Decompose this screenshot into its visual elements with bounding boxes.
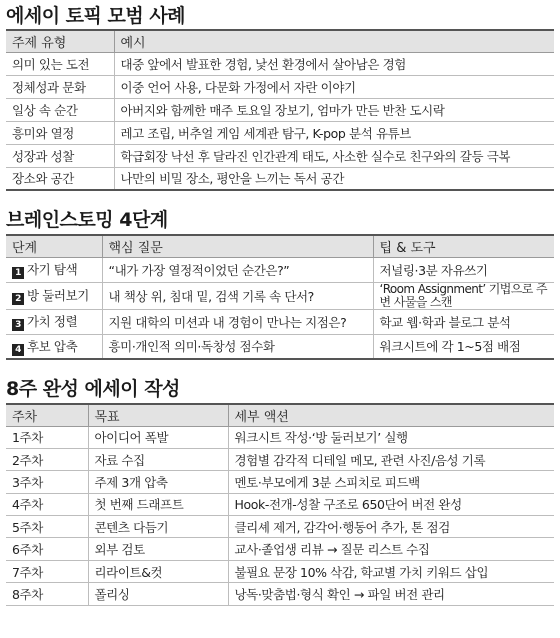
- table-row: [6, 426, 554, 448]
- table-header-row: [6, 404, 554, 426]
- step-number-badge: 2: [12, 293, 24, 305]
- table-row: [6, 52, 554, 75]
- schedule-table: [6, 403, 554, 606]
- week-cell: 3주차: [6, 471, 88, 493]
- step-number-badge: 4: [12, 344, 24, 356]
- topic-type-cell: 일상 속 순간: [6, 98, 114, 121]
- column-header: 핵심 질문: [102, 235, 373, 257]
- week-cell: 8주차: [6, 583, 88, 605]
- goal-cell: 첫 번째 드래프트: [88, 493, 228, 515]
- week-cell: 7주차: [6, 560, 88, 582]
- action-cell: 불필요 문장 10% 삭감, 학교별 가치 키워드 삽입: [228, 560, 554, 582]
- topic-example-cell: 대중 앞에서 발표한 경험, 낯선 환경에서 살아남은 경험: [114, 52, 554, 75]
- goal-cell: 리라이트&컷: [88, 560, 228, 582]
- question-cell: “내가 가장 열정적이었던 순간은?”: [102, 257, 373, 282]
- table-row: [6, 560, 554, 582]
- topic-type-cell: 성장과 성찰: [6, 144, 114, 167]
- topic-type-cell: 정체성과 문화: [6, 75, 114, 98]
- goal-cell: 외부 검토: [88, 538, 228, 560]
- step-cell: [6, 257, 102, 282]
- goal-cell: 폴리싱: [88, 583, 228, 605]
- topic-type-cell: 장소와 공간: [6, 167, 114, 190]
- action-cell: 낭독·맞춤법·형식 확인 → 파일 버전 관리: [228, 583, 554, 605]
- step-cell: [6, 282, 102, 309]
- column-header: 주차: [6, 404, 88, 426]
- topic-example-cell: 레고 조립, 버추얼 게임 세계관 탐구, K-pop 분석 유튜브: [114, 121, 554, 144]
- step-label: 자기 탐색: [27, 262, 78, 277]
- table-row: [6, 257, 554, 282]
- brainstorm-table: [6, 234, 554, 360]
- column-header: 단계: [6, 235, 102, 257]
- topic-examples-table: [6, 29, 554, 191]
- tip-cell: 저널링·3분 자유쓰기: [373, 257, 554, 282]
- action-cell: 클리셰 제거, 감각어·행동어 추가, 톤 점검: [228, 516, 554, 538]
- week-cell: 1주차: [6, 426, 88, 448]
- brainstorm-title: 브레인스토밍 4단계: [6, 209, 168, 231]
- table-row: [6, 471, 554, 493]
- table-row: [6, 493, 554, 515]
- week-cell: 6주차: [6, 538, 88, 560]
- tip-cell: 학교 웹·학과 블로그 분석: [373, 309, 554, 334]
- step-label: 방 둘러보기: [27, 288, 89, 303]
- table-row: [6, 516, 554, 538]
- table-row: [6, 583, 554, 605]
- action-cell: 워크시트 작성·‘방 둘러보기’ 실행: [228, 426, 554, 448]
- brainstorm-section: [6, 206, 556, 360]
- schedule-title: 8주 완성 에세이 작성: [6, 378, 180, 400]
- table-row: [6, 309, 554, 334]
- action-cell: 경험별 감각적 디테일 메모, 관련 사진/음성 기록: [228, 448, 554, 470]
- column-header: 주제 유형: [6, 30, 114, 52]
- column-header: 팁 & 도구: [373, 235, 554, 257]
- week-cell: 5주차: [6, 516, 88, 538]
- table-row: [6, 75, 554, 98]
- week-cell: 2주차: [6, 448, 88, 470]
- step-cell: [6, 334, 102, 359]
- goal-cell: 아이디어 폭발: [88, 426, 228, 448]
- topic-type-cell: 의미 있는 도전: [6, 52, 114, 75]
- question-cell: 지원 대학의 미션과 내 경험이 만나는 지점은?: [102, 309, 373, 334]
- table-row: [6, 282, 554, 309]
- step-number-badge: 1: [12, 267, 24, 279]
- goal-cell: 콘텐츠 다듬기: [88, 516, 228, 538]
- topic-example-cell: 아버지와 함께한 매주 토요일 장보기, 엄마가 만든 반찬 도시락: [114, 98, 554, 121]
- week-cell: 4주차: [6, 493, 88, 515]
- action-cell: 교사·졸업생 리뷰 → 질문 리스트 수집: [228, 538, 554, 560]
- table-header-row: [6, 235, 554, 257]
- action-cell: 멘토·부모에게 3분 스피치로 피드백: [228, 471, 554, 493]
- column-header: 목표: [88, 404, 228, 426]
- question-cell: 내 책상 위, 침대 밑, 검색 기록 속 단서?: [102, 282, 373, 309]
- topic-examples-section: [6, 3, 556, 191]
- table-row: [6, 167, 554, 190]
- topic-example-cell: 학급회장 낙선 후 달라진 인간관계 태도, 사소한 실수로 친구와의 갈등 극복: [114, 144, 554, 167]
- step-cell: [6, 309, 102, 334]
- goal-cell: 주제 3개 압축: [88, 471, 228, 493]
- step-number-badge: 3: [12, 319, 24, 331]
- action-cell: Hook-전개-성찰 구조로 650단어 버전 완성: [228, 493, 554, 515]
- column-header: 예시: [114, 30, 554, 52]
- table-row: [6, 448, 554, 470]
- step-label: 후보 압축: [27, 338, 78, 354]
- question-cell: 흥미·개인적 의미·독창성 점수화: [102, 334, 373, 359]
- table-row: [6, 538, 554, 560]
- table-row: [6, 144, 554, 167]
- goal-cell: 자료 수집: [88, 448, 228, 470]
- column-header: 세부 액션: [228, 404, 554, 426]
- schedule-section: [6, 375, 556, 606]
- table-header-row: [6, 30, 554, 52]
- step-label: 가치 정렬: [27, 314, 78, 329]
- topic-example-cell: 나만의 비밀 장소, 평안을 느끼는 독서 공간: [114, 167, 554, 190]
- tip-cell: 워크시트에 각 1~5점 배점: [373, 334, 554, 359]
- table-row: [6, 121, 554, 144]
- topic-type-cell: 흥미와 열정: [6, 121, 114, 144]
- tip-cell: ‘Room Assignment’ 기법으로 주변 사물을 스캔: [373, 282, 554, 309]
- table-row: [6, 98, 554, 121]
- topic-example-cell: 이중 언어 사용, 다문화 가정에서 자란 이야기: [114, 75, 554, 98]
- table-row: [6, 334, 554, 359]
- topic-examples-title: 에세이 토픽 모범 사례: [6, 5, 186, 27]
